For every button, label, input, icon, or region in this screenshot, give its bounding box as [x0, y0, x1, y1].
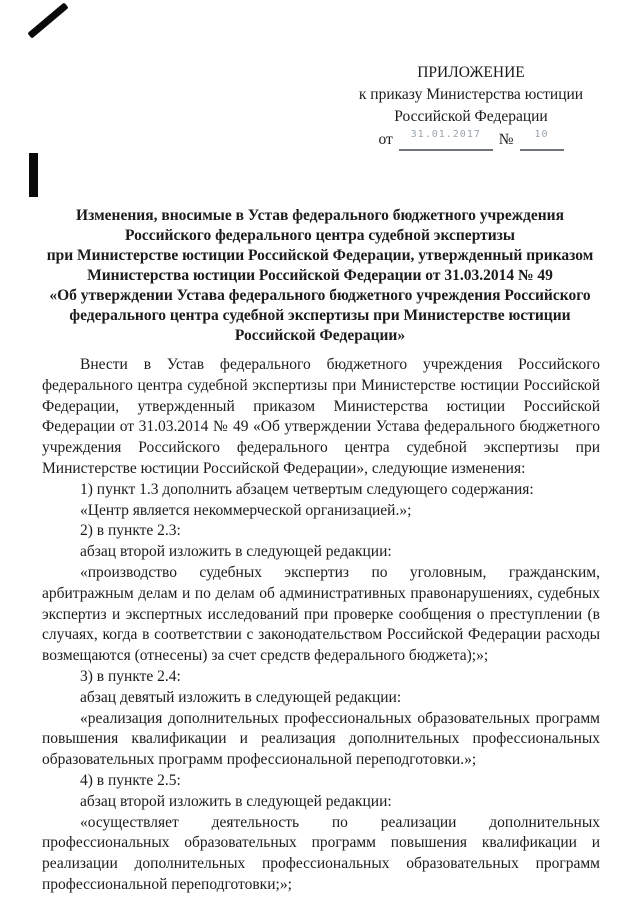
paragraph-item-2: 2) в пункте 2.3: — [80, 522, 181, 540]
title-line: Изменения, вносимые в Устав федерального бюджетного учреждения — [76, 207, 564, 224]
paragraph-quote: «осуществляет деятельность по реализации дополнительных профессиональных образовательных программ повышения квалификации и реализации дополнительных профессиональных образовательных программ профессиональной переподготовки;»; — [42, 813, 600, 893]
paragraph-item-4: 4) в пункте 2.5: — [80, 771, 181, 789]
paragraph-intro: Внести в Устав федерального бюджетного учреждения Российского федерального центра судебной экспертизы при Министерстве юстиции Российской Федерации, утвержденный приказом Министерства юстиции Российской Федерации от 31.03.2014 № 49 «Об утверждении Устава федерального бюджетного учреждения Российского федерального центра судебной экспертизы при Министерстве юстиции Российской Федерации», следующие изменения: — [42, 356, 600, 477]
appendix-line-2: к приказу Министерства юстиции — [358, 86, 584, 103]
title-line: Министерства юстиции Российской Федерации от 31.03.2014 № 49 — [87, 267, 553, 284]
scan-artifact-corner-stroke — [27, 2, 68, 38]
document-title — [35, 206, 605, 346]
date-prefix: от — [378, 131, 393, 148]
title-line: при Министерстве юстиции Российской Федерации, утвержденный приказом — [46, 247, 594, 264]
paragraph: абзац второй изложить в следующей редакции: — [80, 543, 392, 561]
title-line: «Об утверждении Устава федерального бюджетного учреждения Российского — [49, 287, 591, 304]
stamped-date: 31.01.2017 — [410, 129, 481, 140]
paragraph-quote: «производство судебных экспертиз по уголовным, гражданским, арбитражным делам и по делам об административных правонарушениях, судебных экспертиз и экспертных исследований при проверке сообщения о преступлении (в случаях, когда в соответствии с законодательством Российской Федерации расходы возмещаются (отнесены) за счет средств федерального бюджета);»; — [42, 563, 600, 665]
stamped-number: 10 — [534, 129, 549, 140]
paragraph: абзац девятый изложить в следующей редакции: — [80, 688, 402, 706]
title-line: Российского федерального центра судебной экспертизы — [125, 227, 515, 244]
paragraph-quote: «реализация дополнительных профессиональных образовательных программ повышения квалификации и реализация дополнительных профессиональных образовательных программ профессиональной переподготовки.»; — [42, 709, 600, 769]
paragraph-item-1: 1) пункт 1.3 дополнить абзацем четвертым следующего содержания: — [80, 480, 534, 498]
document-body — [42, 355, 600, 896]
date-blank-line — [399, 131, 493, 151]
order-date-number-line — [340, 129, 602, 151]
number-sign: № — [498, 131, 514, 148]
appendix-line-3: Российской Федерации — [394, 108, 548, 125]
number-blank-line — [520, 131, 564, 151]
paragraph-item-3: 3) в пункте 2.4: — [80, 667, 181, 685]
paragraph: абзац второй изложить в следующей редакции: — [80, 792, 392, 810]
scan-artifact-left-bar — [29, 153, 38, 197]
title-line: Российской Федерации» — [234, 327, 406, 344]
paragraph-quote: «Центр является некоммерческой организацией.»; — [80, 501, 412, 519]
appendix-header — [340, 62, 602, 151]
appendix-label: ПРИЛОЖЕНИЕ — [417, 64, 525, 81]
title-line: федерального центра судебной экспертизы при Министерстве юстиции — [69, 307, 571, 324]
